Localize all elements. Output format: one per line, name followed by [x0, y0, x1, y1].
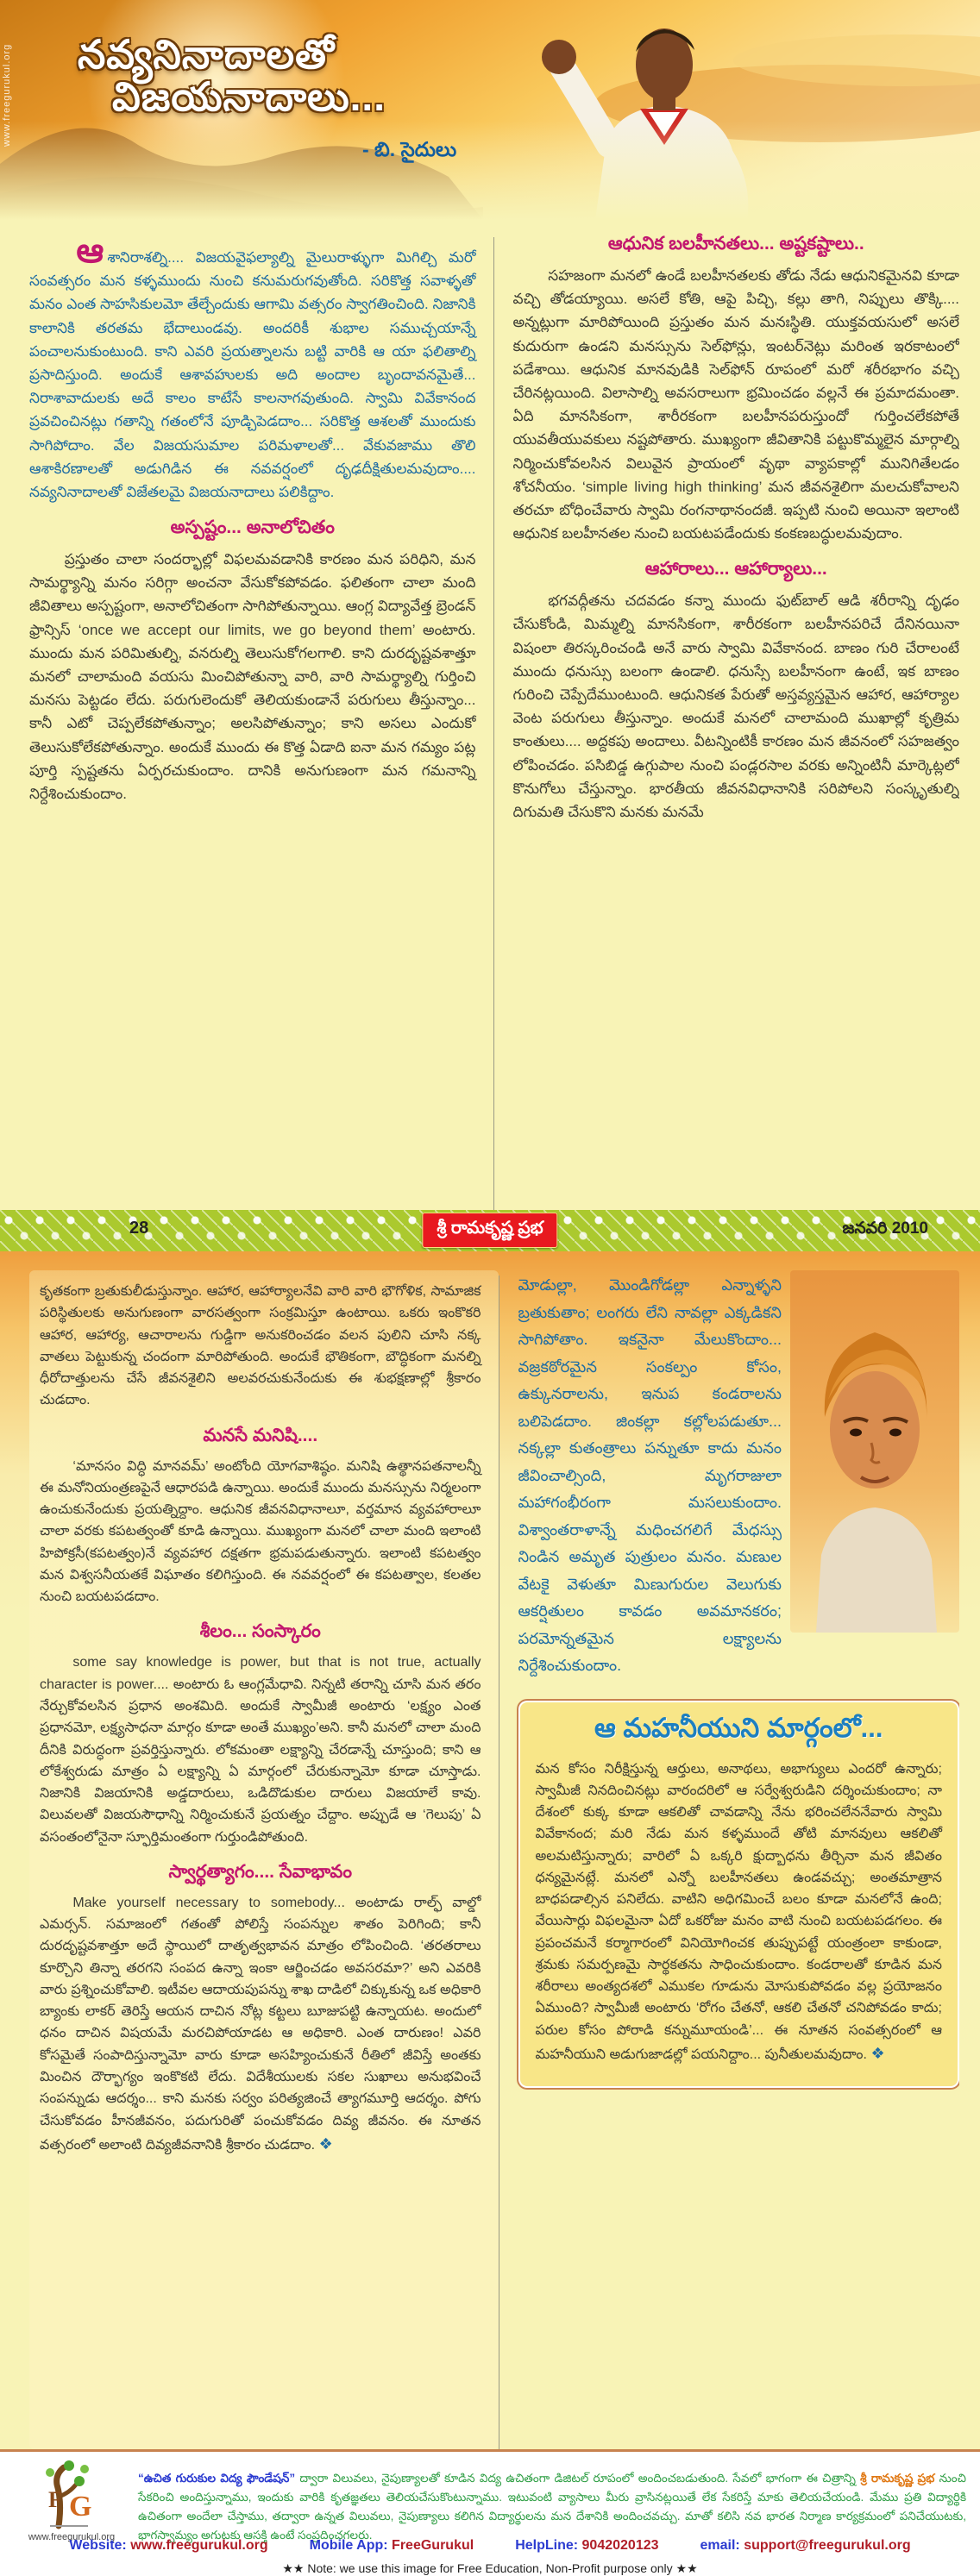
foundation-name: “ఉచిత గురుకుల విద్య ఫౌండేషన్”: [138, 2471, 296, 2485]
article-title-line1: నవ్యనినాదాలతో: [78, 31, 335, 77]
author-byline: - బి. సైదులు: [362, 138, 457, 160]
app-label: Mobile App:: [309, 2538, 388, 2553]
helpline-item: [515, 2538, 658, 2554]
logo-caption: www.freegurukul.org: [28, 2532, 116, 2542]
app-link[interactable]: FreeGurukul: [392, 2538, 474, 2553]
page-number: 28: [129, 1219, 149, 1238]
logo-letter-g: G: [69, 2491, 92, 2523]
bottom-left-column: [29, 1270, 499, 2449]
helpline-label: HelpLine:: [515, 2538, 579, 2553]
mobile-app-item: [310, 2538, 474, 2554]
website-link[interactable]: www.freegurukul.org: [130, 2538, 268, 2553]
email-link[interactable]: support@freegurukul.org: [744, 2538, 911, 2553]
top-left-column: [29, 232, 493, 1210]
section-heading-aharalu: ఆహారాలు... ఆహార్యాలు...: [644, 559, 827, 580]
poem-text: మోడుల్లా, మొండిగోడల్లా ఎన్నాళ్ళని బ్రతుకుతాం; లంగరు లేని నావల్లా ఎక్కడికని సాగిపోతాం. ఇకనైనా మేలుకొందాం... వజ్రకఠోరమైన సంకల్పం కోసం, ఉక్కునరాలను, ఇనుప కండరాలను బలిపెడదాం. జింకల్లా కల్లోలపడుతూ... నక్కల్లా కుతంత్రాలు పన్నుతూ కాదు మనం జీవించాల్సింది, మృగరాజులా మహాగంభీరంగా మసలుకుందాం. విశ్వాంతరాళాన్నే మధించగలిగే మేధస్సు నిండిన అమృత పుత్రులం మనం. మణుల వేటకై వెళుతూ మిణుగురుల వెలుగుకు ఆకర్షితులం కావడం అవమానకరం; పరమోన్నతమైన లక్ష్యాలను నిర్దేశించుకుందాం.: [518, 1276, 782, 1674]
highlight-body: [536, 1758, 943, 2066]
section-heading-aspashtam: అస్పష్టం... అనాలోచితం: [170, 517, 335, 538]
article-bottom-section: [0, 1251, 980, 2449]
section-body-manase: ‘మానసం విద్ధి మానవమ్’ అంటోంది యోగవాశిష్ఠం. మనిషి ఉత్థానపతనాలన్నీ ఈ మనోనియంత్రణపైనే ఆధారపడి ఉన్నాయి. అందుకే ముందు మనస్సును నిర్మలంగా ఉంచుకునేందుకు ప్రయత్నిద్దాం. ఆధునిక జీవనవిధానాలూ, వర్తమాన వ్యవహారాలూ చాలా వరకు కపటత్వంతో కూడి ఉన్నాయి. ముఖ్యంగా మనలో చాలా మంది ఇలాంటి హిపోక్రసీ(కపటత్వం)నే వ్యవహార దక్షతగా భ్రమపడుతున్నారు. ఇలాంటి కపటత్వం మన విశ్వసనీయతకే విఘాతం కలిగిస్తుంది. ఈ నవవర్షంలో ఈ కపటత్వాల, కలతల నుంచి బయటపడదాం.: [40, 1458, 481, 1605]
section-body-adhunika: సహజంగా మనలో ఉండే బలహీనతలకు తోడు నేడు ఆధునికమైనవి కూడా వచ్చి తోడయ్యాయి. అసలే కోతి, ఆపై పిచ్చి, కల్లు తాగి, నిప్పులు తొక్కి.... అన్నట్లుగా మారిపోయింది ప్రస్తుతం మన మనఃస్థితి. యుక్తవయసులో అసలే కుదురుగా ఉండని మనస్సును సెల్‌ఫోన్లు, ఇంటర్‌నెట్లు మరింత ఇరకాటంలో పడేశాయి. ఆధునిక మానవుడికి సెల్‌ఫోన్ రూపంలో మరో శరీరభాగం వచ్చి చేరినట్లయింది. విలాసాల్ని అవసరాలుగా భ్రమించడం వల్లనే ఈ ప్రమాదమంతా. ఏది మానసికంగా, శారీరకంగా బలహీనపరుస్తుందో గుర్తించలేకపోతే యువతీయువకులు నష్టపోతారు. ముఖ్యంగా జీవితానికి పట్టుకొమ్మలైన మార్గాల్ని నిర్మించుకోవలసిన విలువైన ప్రాయంలో వృథా వ్యాపకాల్లో మునిగితేలడం శోచనీయం. ‘simple living high thinking’ మన జీవనశైలిగా మలచుకోవాలని తరచూ బోధించేవారు స్వామి రంగనాథానందజీ. ఇప్పటి నుంచి అయినా ఇలాంటి ఆధునిక బలహీనతల నుంచి బయటపడేందుకు కంకణబద్ధులమవుదాం.: [512, 267, 959, 542]
face: [830, 1371, 920, 1489]
section-heading-seelam: శీలం... సంస్కారం: [199, 1621, 321, 1642]
article-title: [78, 31, 386, 120]
helpline-number[interactable]: 9042020123: [581, 2538, 659, 2553]
swartha-text: Make yourself necessary to somebody... అంటాడు రాల్ఫ్ వాల్డో ఎమర్సన్. సమాజంలో గతంతో పోలిస్తే సంపన్నుల శాతం పెరిగింది; కానీ దురదృష్టవశాత్తూ అదే స్థాయిలో దాతృత్వభావన మాత్రం లోపించింది. ‘తరతరాలు కూర్చొని తిన్నా తరగని సంపద ఉన్నా ఇంకా ఆర్జించడం అవసరమా?’ అని ఎవరికి వారు ప్రశ్నించుకోవాలి. ఇటీవల ఆదాయపుపన్ను శాఖ దాడిలో చిక్కుకున్న ఒక అధికారి బ్యాంకు లాకర్ తెరిస్తే ఆయన దాచిన నోట్ల కట్టలు బూజుపట్టి ఉన్నాయట. అందులో ధనం దాచిన విషయమే మరచిపోయాడట ఆ అధికారి. ఎంత దారుణం! ఎవరి కోసమైతే సంపాదిస్తున్నామో వారు కూడా అసహ్యించుకునే రీతిలో జీవిస్తే అంతకు మించిన దౌర్భాగ్యం ఇంకొకటి లేదు. విదేశీయులకు సకల సుఖాలు అనుభవించే సంపన్నుడు ఆదర్శం... కాని మనకు సర్వం పరిత్యజించే త్యాగమూర్తి ఆదర్శం. పోగు చేసుకోవడం హీనజీవనం, పదుగురితో పంచుకోవడం దివ్య జీవనం. ఈ నూతన వత్సరంలో అలాంటి దివ్యజీవనానికి శ్రీకారం చుడదాం.: [40, 1895, 481, 2153]
page-footer: [0, 2449, 980, 2576]
usage-note: ★★ Note: we use this image for Free Education, Non-Profit purpose only ★★: [282, 2561, 698, 2575]
vertical-watermark: www.freegurukul.org: [2, 43, 12, 147]
section-body-aharalu: భగవద్గీతను చదవడం కన్నా ముందు ఫుట్‌బాల్ ఆడి శరీరాన్ని దృఢం చేసుకోండి, మిమ్మల్ని మానసికంగా, శారీరకంగా బలహీనపరిచే దేనినయినా విషంలా తిరస్కరించండి అనే వారు స్వామి వివేకానంద. బాణం గురి చేరాలంటే ముందు ధనుస్సు బలంగా ఉండాలి. ధనుస్సే బలహీనంగా ఉంటే, ఇక బాణం గురించి చెప్పేదేముంటుంది. ఆధునికత పేరుతో అస్తవ్యస్తమైన ఆహార, ఆహార్యాల వెంట పరుగులు తీస్తున్నాం. అందుకే మనలో చాలామంది ముఖాల్లో కృత్రిమ కాంతులు.... అద్దకపు అందాలు. వీటన్నింటికీ కారణం మన జీవనంలో సహజత్వం లోపించడం. పసిబిడ్డ ఉగ్గుపాల నుంచి పండ్లరసాల వరకు అన్నింటినీ మార్కెట్లలో కొనుగోలు చేస్తున్నాం. భారతీయ జీవనవిధానానికి సరిపోలని సంస్కృతుల్ని దిగుమతి చేసుకొని మనకు మనమే: [512, 592, 959, 820]
footer-text-2: నుంచి సేకరించి అందిస్తున్నాము, ఇందుకు వారికి కృతజ్ఞతలు తెలియచేసుకొంటున్నాము. ఇటువంటి వ్యాసాలు మీరు వ్రాసినట్లయితే లేక సేకరిస్తే మాకు తెలియచేయండి. మేము ప్రతి విద్యార్థికి ఉచితంగా అందేలా చేస్తాము, తద్వారా ఉన్నత విలువలు, నైపుణ్యాలు కలిగిన విద్యార్థులను మన దేశానికి అందించవచ్చు. మాతో కలిసి నవ భారత నిర్మాణ కార్యక్రమంలో పనిచేయుటకు, భాగస్వామ్యం అగుటకు ఆసక్తి ఉంటే సంప్రదించగలరు.: [138, 2471, 966, 2542]
article-title-line2: విజయనాదాలు...: [112, 74, 386, 120]
contact-bar: [0, 2538, 980, 2554]
drop-cap: ఆ: [76, 232, 104, 270]
bottom-right-column: [499, 1270, 960, 2449]
section-heading-swartha: స్వార్థత్యాగం.... సేవాభావం: [168, 1861, 353, 1882]
email-label: email:: [700, 2538, 740, 2553]
article-top-section: [0, 220, 980, 1210]
header-banner: [0, 0, 980, 220]
end-mark-icon: ❖: [318, 2134, 333, 2153]
highlight-text: మన కోసం నిరీక్షిస్తున్న ఆర్తులు, అనాథలు, అభాగ్యులు ఎందరో ఉన్నారు; స్వామీజీ నినదించినట్లు వారందరిలో ఆ సర్వేశ్వరుడిని దర్శించుకుందాం; నా దేశంలో కుక్క కూడా ఆకలితో చావడాన్ని నేను భరించలేననేవారు స్వామి వివేకానంద; మరి నేడు మన కళ్ళముందే తోటి మానవులు ఆకలితో అలమటిస్తున్నారు; వారిలో ఏ ఒక్కరి క్షుద్బాధను తీర్చినా మన జీవితం ధన్యమైనట్లే. మనలో ఎన్నో బలహీనతలు ఉండవచ్చు; అంతమాత్రాన బాధపడాల్సిన పనిలేదు. వాటిని అధిగమించే బలం కూడా మనలోనే ఉంది; వేయిసార్లు విఫలమైనా ఏదో ఒకరోజు మనం వాటి నుంచి బయటపడగలం. ఈ ప్రపంచమనే కర్మాగారంలో వినియోగించక తుప్పుపట్టే యంత్రంలా కాకుండా, శ్రమకు సమర్పణమై సార్థకతను సాధించుకుందాం. కండరాలతో కూడిన మన శరీరాలు అంత్యదశలో ఎముకల గూడును మోసుకుపోవడం వల్ల ప్రయోజనం ఏముంది? స్వామీజీ అంటారు ‘రోగం చేతనో, ఆకలి చేతనో చనిపోవడం కాదు; పరుల కోసం పోరాడి కన్నుమూయండి’... ఈ నూతన సంవత్సరంలో ఆ మహనీయుని అడుగుజాడల్లో పయనిద్దాం... పునీతులమవుదాం.: [535, 1761, 942, 2062]
highlight-box: [520, 1702, 958, 2087]
highlight-heading: ఆ మహనీయుని మార్గంలో...: [594, 1712, 883, 1743]
intro-paragraph: [29, 232, 476, 504]
section-body-seelam: some say knowledge is power, but that is not true, actually character is power.... అంటారు ఓ ఆంగ్లమేధావి. నిన్నటి తరాన్ని చూసి మన తరం నేర్చుకోవలసిన ప్రధాన అంశమిది. అందుకే స్వామీజీ అంటారు ‘లక్ష్యం ఎంత ప్రధానమో, లక్ష్యసాధనా మార్గం కూడా అంతే ముఖ్యం’అని. కానీ మనలో చాలా మంది దీనికి విరుద్ధంగా ప్రవర్తిస్తున్నారు. లోకమంతా లక్ష్యాన్ని చేరడాన్నే చూస్తుంది; కాని ఆ లోకేశ్వరుడు మాత్రం ఏ లక్ష్యాన్ని ఏ మార్గంలో చేరుకున్నామో కూడా చూస్తాడు. నిజానికి విజయానికి అడ్డదారులు, ఒడిదొడుకుల దారులు విజయాలే కావు. విలువలతో విజయసౌధాన్ని నిర్మించుకునే ప్రయత్నం చేద్దాం. అప్పుడే ఆ ‘గెలుపు’ ఏ వసంతంలోనైనా స్ఫూర్తిమంతంగా గుర్తుండిపోతుంది.: [40, 1655, 481, 1845]
section-heading-manase: మనసే మనిషి....: [203, 1425, 318, 1445]
magazine-name-ref: శ్రీ రామకృష్ణ ప్రభ: [860, 2471, 935, 2485]
continued-paragraph: కృతకంగా బ్రతుకులీడుస్తున్నాం. ఆహార, ఆహార్యాలనేవి వారి వారి భౌగోళిక, సామాజిక పరిస్థితులకు అనుగుణంగా వారసత్వంగా సంక్రమిస్తూ ఉంటాయి. ఒకరు ఇంకొకరి ఆహార, ఆహార్య, ఆచారాలను గుడ్డిగా అనుకరించడం వలన పులిని చూసి నక్క వాతలు పెట్టుకున్న చందంగా మారిపోతుంది. అందుకే భౌతికంగా, బౌద్ధికంగా మనల్ని ధీరోదాత్తులను చేసే జీవనశైలిని అలవరచుకునేందుకు ఈ శుభక్షణాల్లో శ్రీకారం చుడదాం.: [40, 1284, 481, 1408]
footer-description: [138, 2469, 966, 2546]
logo-letter-f: F: [48, 2487, 62, 2512]
website-item: [69, 2538, 267, 2554]
top-right-column: [494, 232, 960, 1210]
issue-date: జనవరి 2010: [842, 1219, 928, 1238]
intro-text: శానిరాశల్ని.... విజయవైఫల్యాల్ని మైలురాళ్ళుగా మిగిల్చి మరో సంవత్సరం మన కళ్ళముందు నుంచి కనుమరుగవుతోంది. సరికొత్త సవాళ్ళతో మనం ఎంత సాహసికులమో తేల్చేందుకు ఆగామి వత్సరం స్వాగతించింది. నిజానికి కాలానికి తరతమ భేదాలుండవు. అందరికీ శుభాల సముచ్చయాన్నే పంచాలనుకుంటుంది. కాని ఎవరి ప్రయత్నాలను బట్టి వారికి ఆ యా ఫలితాల్ని ప్రసాదిస్తుంది. అందుకే ఆశావహులకు అది అందాల బృందావనమైతే... నిరాశావాదులకు అదే కాలం కాటేసే కాలనాగవుతుంది. స్వామి వివేకానంద ప్రవచించినట్లు గతాన్ని గతంలోనే పూడ్చిపెడదాం... సరికొత్త ఆశలతో ముందుకు సాగిపోదాం. వేల విజయసుమాల పరిమళాలతో... వేకువజాము తొలి ఆశాకిరణాలతో అడుగిడిన ఈ నవవర్షంలో దృఢదీక్షితులమవుదాం.... నవ్యనినాదాలతో విజేతలమై విజయనాదాలు పలికిద్దాం.: [29, 249, 476, 500]
magazine-banner: [0, 1210, 980, 1251]
vivekananda-portrait-illustration: [790, 1270, 959, 1633]
poem-block: [518, 1270, 960, 1690]
section-heading-adhunika: ఆధునిక బలహీనతలు... అష్టకష్టాలు..: [607, 234, 864, 254]
vivekananda-photo: [790, 1270, 959, 1633]
email-item: [700, 2538, 911, 2554]
website-label: Website:: [69, 2538, 127, 2553]
magazine-title-badge: శ్రీ రామకృష్ణ ప్రభ: [422, 1213, 557, 1248]
freegurukul-logo: [16, 2459, 128, 2542]
tree-logo-icon: [24, 2459, 119, 2529]
section-body-aspashtam: ప్రస్తుతం చాలా సందర్భాల్లో విఫలమవడానికి కారణం మన పరిధిని, మన సామర్థ్యాన్ని మనం సరిగ్గా అంచనా వేసుకోకపోవడం. ఫలితంగా చాలా మంది జీవితాలు అస్పష్టంగా, అనాలోచితంగా సాగిపోతున్నాయి. ఆంగ్ల విద్యావేత్త బ్రెండన్ ఫ్రాన్సిస్ ‘once we accept our limits, we go beyond them’ అంటారు. ముందు మన పరిమితుల్ని, వనరుల్ని తెలుసుకోగలగాలి. కాని దురదృష్టవశాత్తూ మనలో చాలామంది వయసు మించిపోతున్నా వారి, వారి సామర్థ్యాల్ని గుర్తించి మనసు పెట్టడం లేదు. పరుగులెందుకో తెలియకుండానే పరుగులు తీస్తున్నాం... కానీ ఎటో చెప్పలేకపోతున్నాం; అలసిపోతున్నాం; కాని అసలు ఎందుకో తెలుసుకోలేకపోతున్నాం. అందుకే ముందు ఈ కొత్త ఏడాది ఐనా మన గమ్యం పట్ల పూర్తి స్పష్టతను ఏర్పరచుకుందాం. దానికి అనుగుణంగా మన గమనాన్ని నిర్దేశించుకుందాం.: [29, 551, 476, 802]
footer-text-1: ద్వారా విలువలు, నైపుణ్యాలతో కూడిన విద్య ఉచితంగా డిజిటల్ రూపంలో అందించబడుతుంది. సేవలో భాగంగా ఈ చిత్రాన్ని: [295, 2471, 861, 2485]
end-mark-icon: ❖: [870, 2044, 885, 2062]
section-body-swartha: [40, 1892, 481, 2156]
